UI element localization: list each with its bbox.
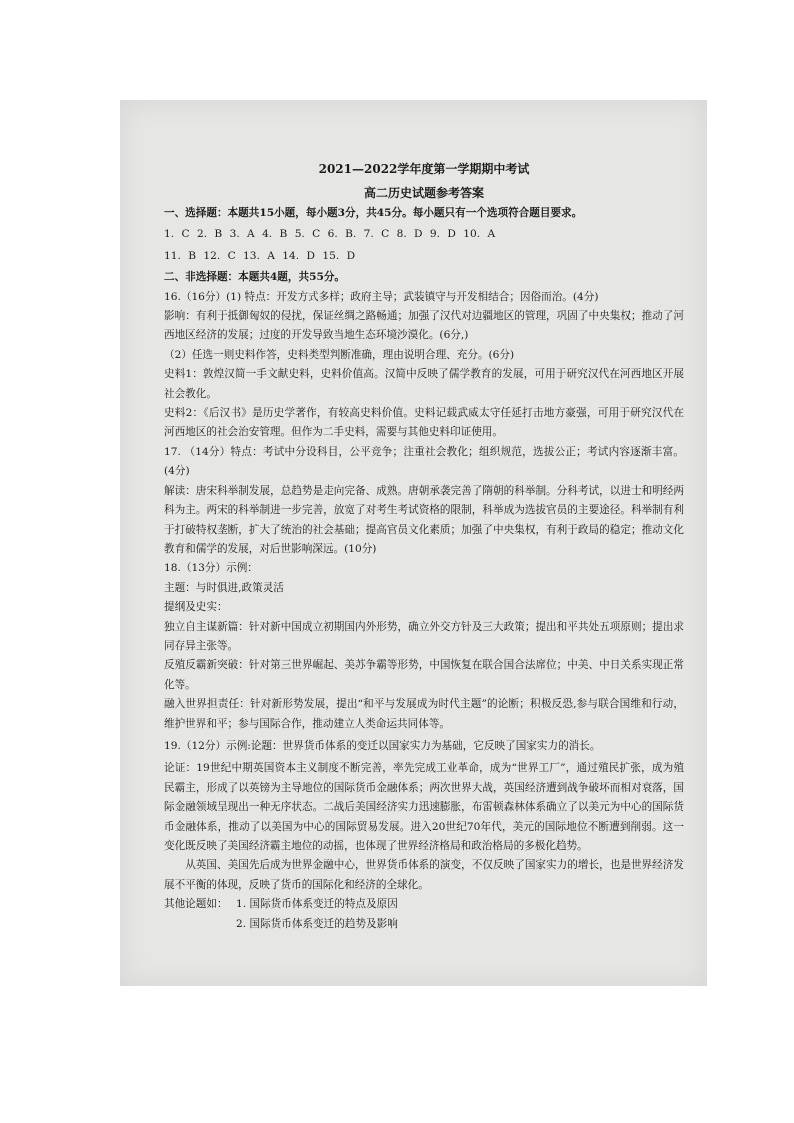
q19-conclusion: 从英国、美国先后成为世界金融中心，世界货币体系的演变，不仅反映了国家实力的增长，也是世界经济发展不平衡的体现，反映了货币的国际化和经济的全球化。: [164, 859, 684, 891]
other-topic-1: 1. 国际货币体系变迁的特点及原因: [236, 898, 398, 911]
section-choice-heading: 一、选择题：本题共15小题，每小题3分，共45分。每小题只有一个选项符合题目要求。: [164, 207, 583, 219]
q16-part2: （2）任选一则史料作答，史料类型判断准确，理由说明合理、充分。(6分): [164, 348, 515, 361]
q18-point1: 独立自主谋新篇：针对新中国成立初期国内外形势，确立外交方针及三大政策；提出和平共处五项原则；提出求同存异主张等。: [164, 620, 684, 652]
q16-source1: 史料1：敦煌汉简一手文献史料，史料价值高。汉简中反映了儒学教育的发展，可用于研究汉代在河西地区开展社会教化。: [164, 368, 684, 400]
other-topics: [164, 895, 684, 934]
q16-source2: 史料2：《后汉书》是历史学著作，有较高史料价值。史料记载武威太守任延打击地方豪强，可用于研究汉代在河西地区的社会治安管理。但作为二手史料，需要与其他史料印证使用。: [164, 407, 684, 439]
choice-answers-row-1: 1. C 2. B 3. A 4. B 5. C 6. B. 7. C 8. D 9. D 10. A: [164, 228, 496, 241]
q17-interpretation: 解读：唐宋科举制发展，总趋势是走向完备、成熟。唐朝承袭完善了隋朝的科举制。分科考试，以进士和明经两科为主。两宋的科举制进一步完善，放宽了对考生考试资格的限制，科举成为选拔官员的主要途径。科举制有利于打破特权垄断，扩大了统治的社会基础；提高官员文化素质；加强了中央集权，有利于政局的稳定；推动文化教育和儒学的发展，对后世影响深远。(10分): [164, 484, 684, 555]
page-title: 2021—2022学年度第一学期期中考试: [318, 162, 530, 176]
answer-content: [164, 158, 684, 934]
other-topic-2: 2. 国际货币体系变迁的趋势及影响: [236, 917, 398, 930]
other-topics-label: 其他论题如：: [164, 898, 228, 911]
q18-theme: 主题：与时俱进,政策灵活: [164, 581, 284, 594]
q19-thesis: 19.（12分）示例:论题：世界货币体系的变迁以国家实力为基础，它反映了国家实力的消长。: [164, 739, 601, 752]
q18-outline-label: 提纲及史实：: [164, 601, 228, 614]
page-subtitle: 高二历史试题参考答案: [363, 186, 484, 200]
q19-argument: 论证：19世纪中期英国资本主义制度不断完善，率先完成工业革命，成为“世界工厂”，通过殖民扩张，成为殖民霸主，形成了以英镑为主导地位的国际货币金融体系；两次世界大战，英国经济遭到战争破坏而相对衰落，国际金融领域呈现出一种无序状态。二战后美国经济实力迅速膨胀，布雷顿森林体系确立了以美元为中心的国际货币金融体系，推动了以美国为中心的国际贸易发展。进入20世纪70年代，美元的国际地位不断遭到削弱。这一变化既反映了美国经济霸主地位的动摇，也体现了世界经济格局和政治格局的多极化趋势。: [164, 762, 684, 852]
q16-part1: 16.（16分）(1) 特点：开发方式多样；政府主导；武装镇守与开发相结合；因俗而治。(4分): [164, 290, 599, 303]
q18-point2: 反殖反霸新突破：针对第三世界崛起、美苏争霸等形势，中国恢复在联合国合法席位；中美、中日关系实现正常化等。: [164, 659, 684, 691]
section-nonchoice-heading: 二、非选择题：本题共4题，共55分。: [164, 271, 346, 284]
q17-features: 17. （14分）特点：考试中分设科目，公平竞争；注重社会教化；组织规范，选拔公正；考试内容逐渐丰富。(4分): [164, 445, 684, 478]
q16-impact: 影响：有利于抵御匈奴的侵扰，保证丝绸之路畅通；加强了汉代对边疆地区的管理，巩固了中央集权；推动了河西地区经济的发展；过度的开发导致当地生态环境沙漠化。(6分,): [164, 310, 684, 342]
choice-answers-row-2: 11. B 12. C 13. A 14. D 15. D: [164, 249, 356, 262]
q18-point3: 融入世界担责任：针对新形势发展，提出“和平与发展成为时代主题”的论断；积极反恐,参与联合国维和行动，维护世界和平；参与国际合作，推动建立人类命运共同体等。: [164, 698, 684, 730]
scanned-answer-sheet: [120, 100, 707, 986]
q18-heading: 18.（13分）示例：: [164, 562, 258, 575]
